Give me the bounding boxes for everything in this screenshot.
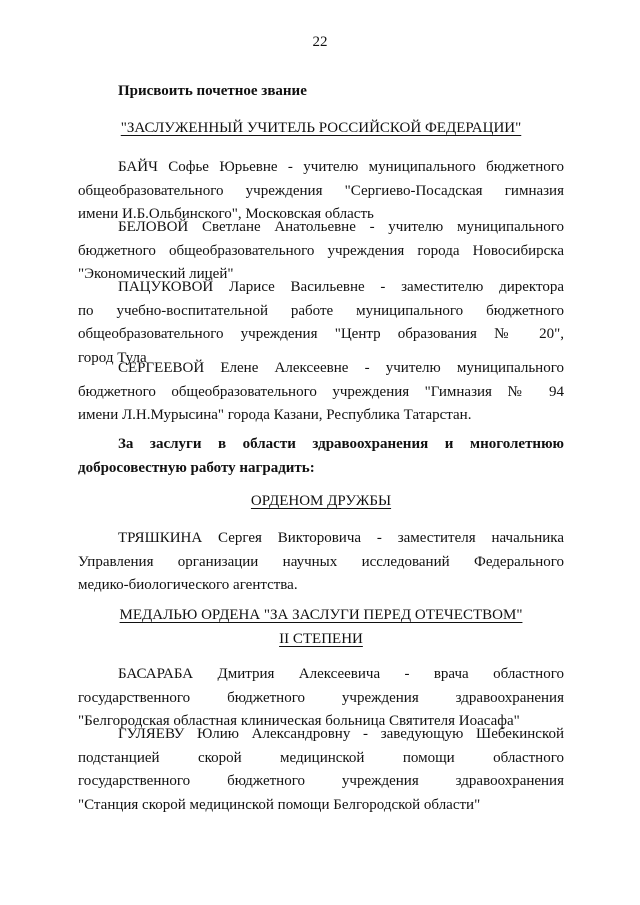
entry-line: общеобразовательного учреждения "Сергиево-Посадская гимназия — [78, 182, 564, 199]
entry-line: имени И.Б.Ольбинского", Московская область — [78, 206, 374, 223]
award-title — [78, 490, 564, 514]
award-title — [78, 117, 564, 141]
list-item — [78, 723, 564, 817]
entry-line: государственного бюджетного учреждения здравоохранения — [78, 773, 564, 790]
list-item — [78, 527, 564, 598]
entry-line: подстанцией скорой медицинской помощи областного — [78, 749, 564, 766]
entry-line: БЕЛОВОЙ Светлане Анатольевне - учителю муниципального — [118, 219, 564, 235]
entry-line: "Белгородская областная клиническая больница Святителя Иоасафа" — [78, 713, 520, 730]
section-heading — [78, 433, 564, 480]
award-title-line — [78, 628, 564, 652]
entry-line: БАСАРАБА Дмитрия Алексеевича - врача областного — [118, 666, 564, 682]
entry-line: бюджетного общеобразовательного учреждения города Новосибирска — [78, 242, 564, 259]
list-item — [78, 357, 564, 428]
entry-line: ПАЦУКОВОЙ Ларисе Васильевне - заместителю директора — [118, 279, 564, 295]
entry-line: медико-биологического агентства. — [78, 577, 298, 594]
heading-line: За заслуги в области здравоохранения и многолетнюю — [118, 436, 564, 452]
award-title — [78, 604, 564, 651]
entry-line: ГУЛЯЕВУ Юлию Александровну - заведующую Шебекинской — [118, 726, 564, 742]
entry-line: "Станция скорой медицинской помощи Белгородской области" — [78, 796, 481, 813]
entry-line: СЕРГЕЕВОЙ Елене Алексеевне - учителю муниципального — [118, 360, 564, 376]
entry-line: бюджетного общеобразовательного учреждения "Гимназия № 94 — [78, 383, 564, 400]
entry-line: государственного бюджетного учреждения здравоохранения — [78, 689, 564, 706]
entry-line: общеобразовательного учреждения "Центр образования № 20", — [78, 326, 564, 343]
award-title-text: ОРДЕНОМ ДРУЖБЫ — [250, 493, 392, 509]
entry-line: по учебно-воспитательной работе муниципального бюджетного — [78, 302, 564, 319]
award-title-text: II СТЕПЕНИ — [279, 630, 363, 647]
entry-line: ТРЯШКИНА Сергея Викторовича - заместителя начальника — [118, 530, 564, 546]
award-title-text: МЕДАЛЬЮ ОРДЕНА "ЗА ЗАСЛУГИ ПЕРЕД ОТЕЧЕСТВОМ" — [119, 607, 523, 623]
section-heading: Присвоить почетное звание — [118, 83, 307, 99]
award-title-line — [78, 604, 564, 628]
entry-line: имени Л.Н.Мурысина" города Казани, Республика Татарстан. — [78, 407, 472, 424]
entry-line: Управления организации научных исследований Федерального — [78, 553, 564, 570]
heading-line: добросовестную работу наградить: — [78, 459, 315, 476]
entry-line: город Тула — [78, 349, 147, 366]
entry-line: БАЙЧ Софье Юрьевне - учителю муниципального бюджетного — [118, 159, 564, 175]
page-number: 22 — [312, 34, 328, 50]
entry-line: "Экономический лицей" — [78, 266, 234, 283]
award-title-text: "ЗАСЛУЖЕННЫЙ УЧИТЕЛЬ РОССИЙСКОЙ ФЕДЕРАЦИИ" — [120, 120, 522, 136]
